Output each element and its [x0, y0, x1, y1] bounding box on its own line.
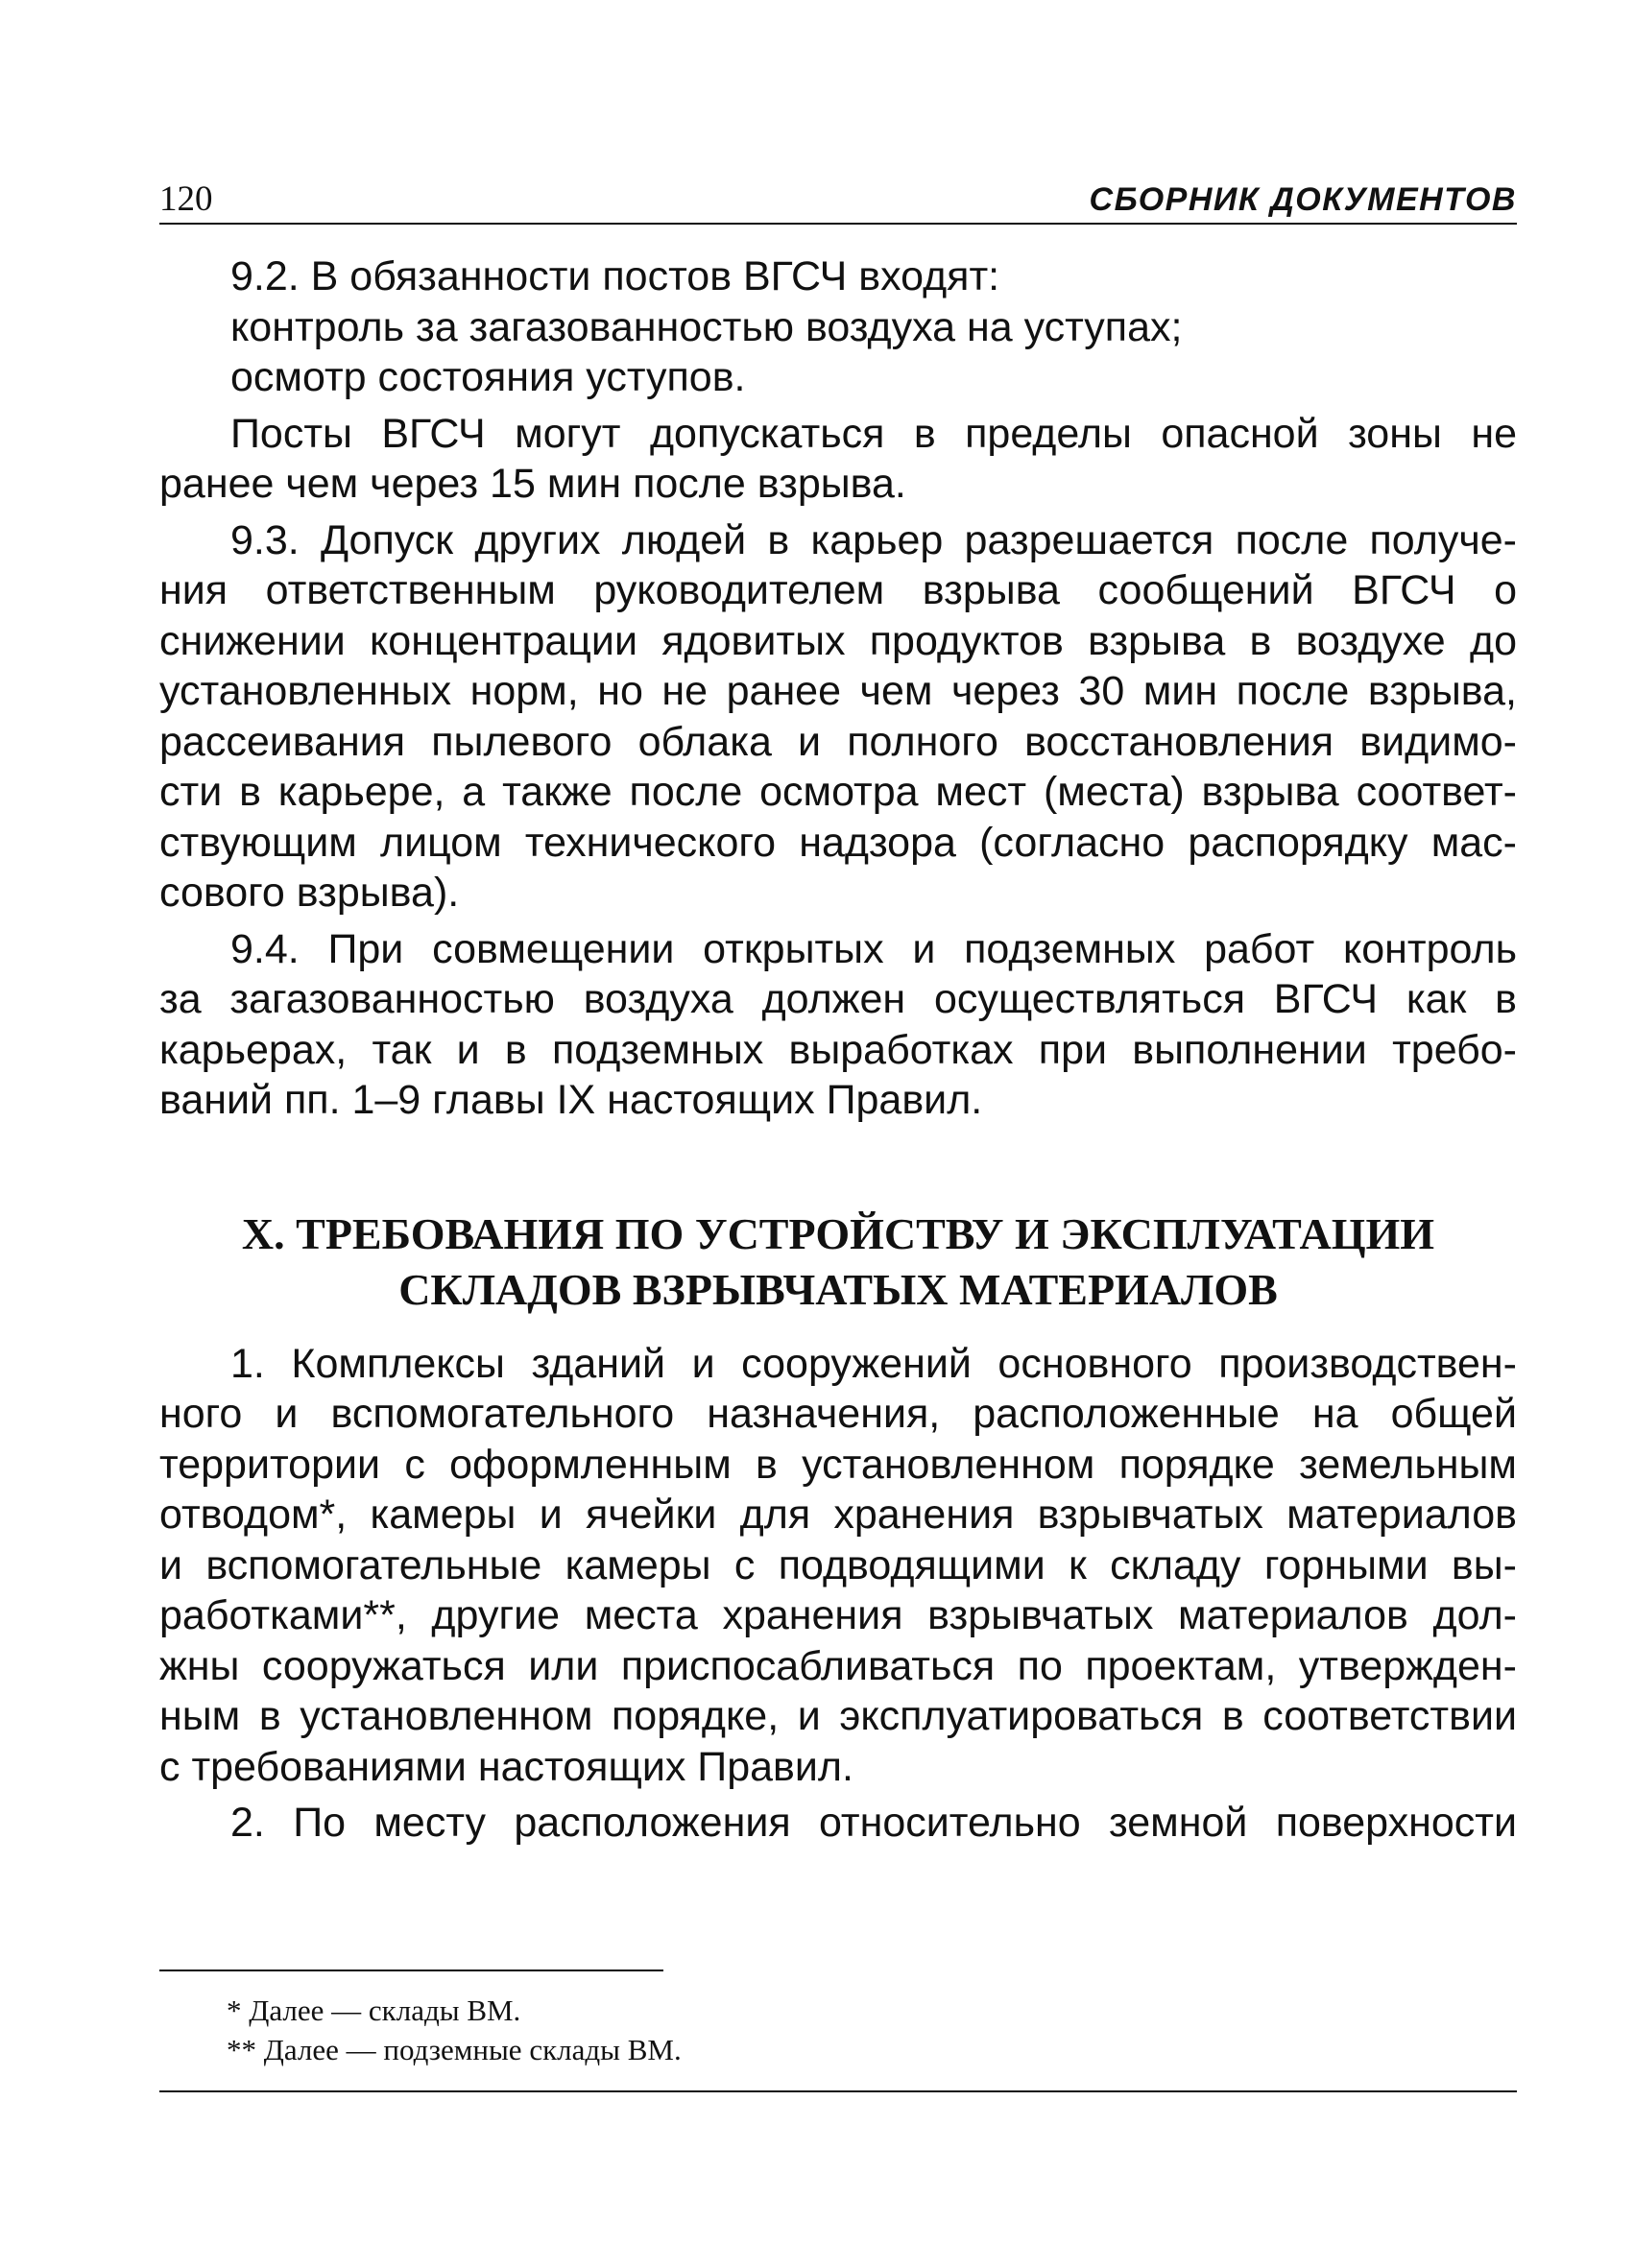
paragraph-line: 9.3. Допуск других людей в карьер разрешается после получе-	[230, 516, 1517, 563]
footnotes	[227, 1991, 682, 2069]
book-title: СБОРНИК ДОКУМЕНТОВ	[1089, 181, 1517, 218]
paragraph-line: карьерах, так и в подземных выработках при выполнении требо-	[159, 1026, 1517, 1073]
paragraph-line: ствующим лицом технического надзора (согласно распорядку мас-	[159, 819, 1517, 866]
paragraph-9-2-posts	[159, 409, 1517, 510]
paragraph-line: сового взрыва).	[159, 870, 460, 916]
paragraph-9-3	[159, 515, 1517, 919]
paragraph-line: жны сооружаться или приспосабливаться по проектам, утвержден-	[159, 1642, 1517, 1689]
paragraph-line: рассеивания пылевого облака и полного восстановления видимо-	[159, 718, 1517, 765]
paragraph-line: 2. По месту расположения относительно земной поверхности	[230, 1800, 1517, 1846]
paragraph-line: ния ответственным руководителем взрыва сообщений ВГСЧ о	[159, 567, 1517, 613]
footnote-separator	[159, 1970, 663, 1971]
paragraph-line: сти в карьере, а также после осмотра мест (места) взрыва соответ-	[159, 769, 1517, 815]
document-page	[159, 0, 1517, 2268]
paragraph-line: 9.4. При совмещении открытых и подземных работ контроль	[230, 925, 1517, 972]
footer-rule	[159, 2090, 1517, 2092]
paragraph-line: 1. Комплексы зданий и сооружений основного производствен-	[230, 1340, 1517, 1387]
paragraph-line: ного и вспомогательного назначения, расположенные на общей	[159, 1391, 1517, 1437]
paragraph-10-2	[159, 1798, 1517, 1849]
paragraph-9-4	[159, 924, 1517, 1126]
paragraph-line: отводом*, камеры и ячейки для хранения взрывчатых материалов	[159, 1492, 1517, 1538]
section-heading-line: СКЛАДОВ ВЗРЫВЧАТЫХ МАТЕРИАЛОВ	[398, 1264, 1278, 1314]
page-number: 120	[159, 179, 213, 219]
section-heading-line: X. ТРЕБОВАНИЯ ПО УСТРОЙСТВУ И ЭКСПЛУАТАЦИИ	[241, 1208, 1435, 1258]
section-heading	[159, 1206, 1517, 1318]
paragraph-line: снижении концентрации ядовитых продуктов взрыва в воздухе до	[159, 617, 1517, 664]
header-rule	[159, 223, 1517, 225]
page-body	[159, 251, 1517, 1849]
list-item: контроль за загазованностью воздуха на уступах;	[230, 303, 1183, 350]
paragraph-line: ранее чем через 15 мин после взрыва.	[159, 461, 906, 507]
paragraph-line: ным в установленном порядке, и эксплуатироваться в соответствии	[159, 1693, 1517, 1739]
paragraph-line: 9.2. В обязанности постов ВГСЧ входят:	[230, 253, 1000, 299]
running-head	[159, 163, 1517, 221]
paragraph-line: установленных норм, но не ранее чем через 30 мин после взрыва,	[159, 668, 1517, 714]
paragraph-10-1	[159, 1339, 1517, 1793]
paragraph-line: с требованиями настоящих Правил.	[159, 1743, 853, 1790]
footnote: * Далее — склады ВМ.	[227, 1993, 521, 2027]
paragraph-line: ваний пп. 1–9 главы IX настоящих Правил.	[159, 1077, 983, 1123]
paragraph-line: работками**, другие места хранения взрывчатых материалов дол-	[159, 1592, 1517, 1638]
paragraph-line: Посты ВГСЧ могут допускаться в пределы опасной зоны не	[230, 410, 1517, 457]
footnote: ** Далее — подземные склады ВМ.	[227, 2033, 682, 2066]
paragraph-line: за загазованностью воздуха должен осуществляться ВГСЧ как в	[159, 976, 1517, 1022]
paragraph-line: и вспомогательные камеры с подводящими к складу горными вы-	[159, 1541, 1517, 1588]
paragraph-9-2	[159, 251, 1517, 403]
paragraph-line: территории с оформленным в установленном порядке земельным	[159, 1441, 1517, 1488]
list-item: осмотр состояния уступов.	[230, 354, 746, 400]
